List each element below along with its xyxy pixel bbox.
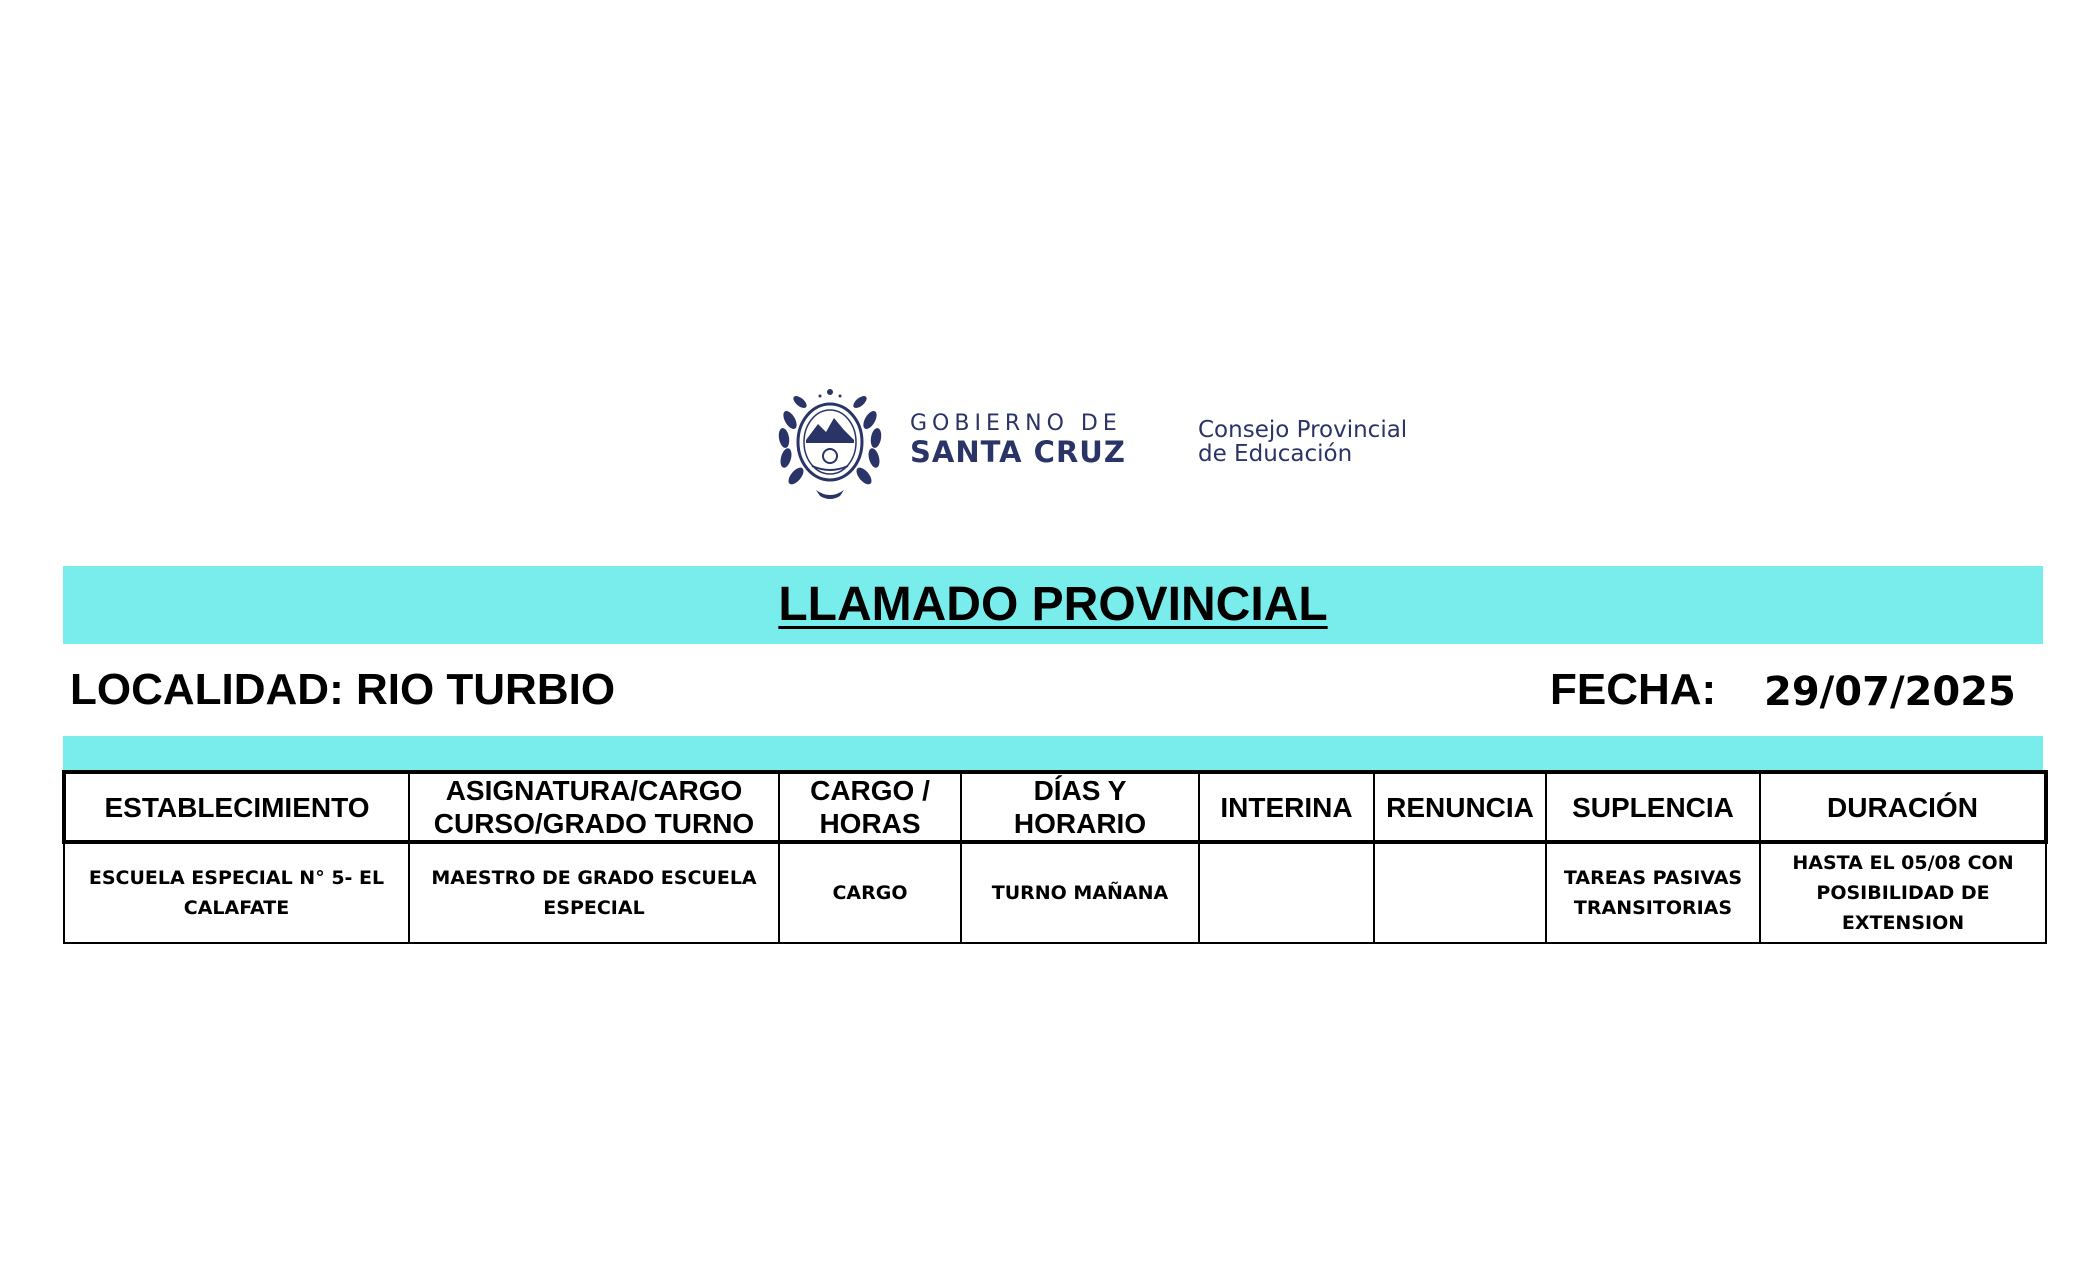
header-duracion: DURACIÓN <box>1760 772 2046 842</box>
header-dias-horario: DÍAS Y HORARIO <box>961 772 1199 842</box>
header-suplencia: SUPLENCIA <box>1546 772 1760 842</box>
date-label: FECHA: <box>1550 665 1717 714</box>
cell-dias-horario: TURNO MAÑANA <box>961 842 1199 943</box>
title-band <box>63 566 2043 644</box>
cell-duracion: HASTA EL 05/08 CON POSIBILIDAD DE EXTENSION <box>1760 842 2046 943</box>
cell-renuncia <box>1374 842 1546 943</box>
government-wordmark <box>910 412 1126 468</box>
locality-label: LOCALIDAD: RIO TURBIO <box>70 665 616 714</box>
header-interina: INTERINA <box>1199 772 1374 842</box>
cell-asignatura: MAESTRO DE GRADO ESCUELA ESPECIAL <box>409 842 779 943</box>
page-title: LLAMADO PROVINCIAL <box>778 578 1328 631</box>
separator-band <box>63 736 2043 770</box>
cell-cargo-horas: CARGO <box>779 842 961 943</box>
cell-establecimiento: ESCUELA ESPECIAL N° 5- EL CALAFATE <box>64 842 409 943</box>
cell-suplencia: TAREAS PASIVAS TRANSITORIAS <box>1546 842 1760 943</box>
positions-table <box>62 770 2048 944</box>
header-logo <box>776 380 1436 500</box>
header-establecimiento: ESTABLECIMIENTO <box>64 772 409 842</box>
provincial-seal-icon <box>776 380 884 500</box>
council-line-1: Consejo Provincial <box>1198 417 1408 443</box>
header-cargo-horas: CARGO / HORAS <box>779 772 961 842</box>
table-header-row <box>64 772 2046 842</box>
cell-interina <box>1199 842 1374 943</box>
logo-line-1: GOBIERNO DE <box>910 411 1122 436</box>
logo-line-2: SANTA CRUZ <box>910 435 1126 469</box>
date-value: 29/07/2025 <box>1764 669 2016 715</box>
header-asignatura: ASIGNATURA/CARGO CURSO/GRADO TURNO <box>409 772 779 842</box>
table-row <box>64 842 2046 943</box>
council-line-2: de Educación <box>1198 441 1353 467</box>
header-renuncia: RENUNCIA <box>1374 772 1546 842</box>
council-wordmark <box>1198 418 1407 466</box>
